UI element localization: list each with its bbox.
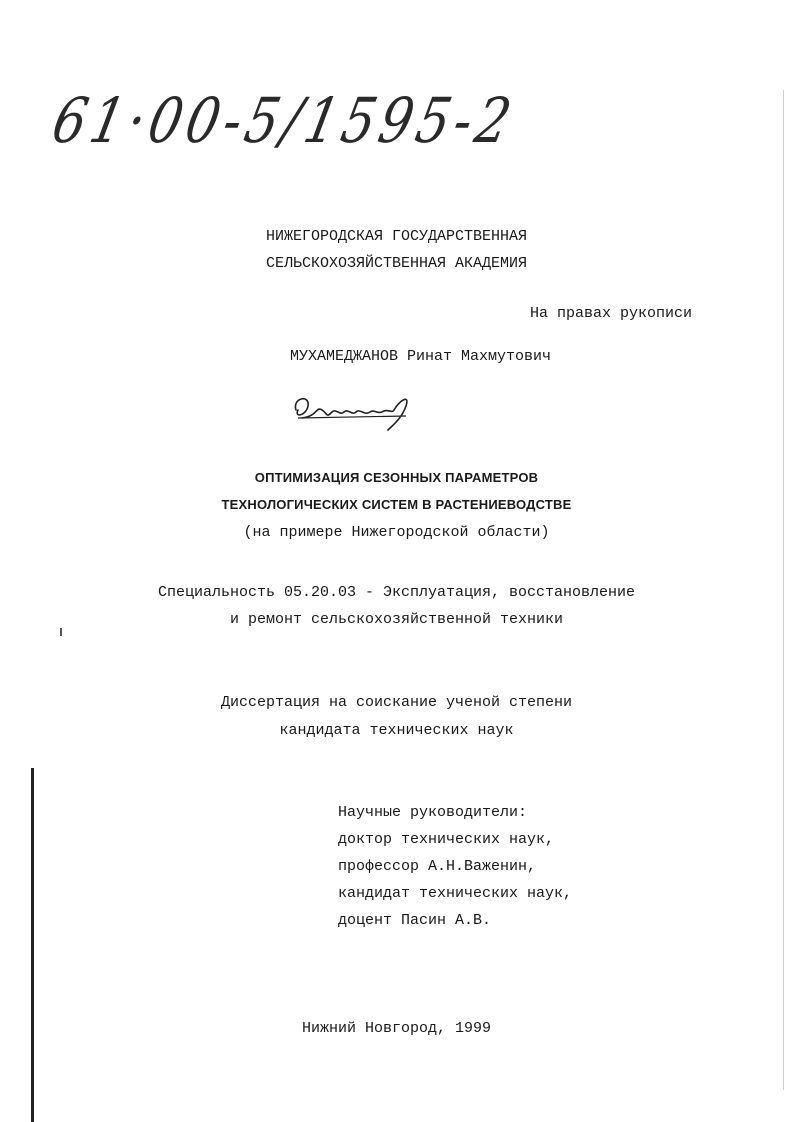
- scan-margin-line: [31, 768, 34, 1122]
- institution-line-2: СЕЛЬСКОХОЗЯЙСТВЕННАЯ АКАДЕМИЯ: [265, 255, 528, 272]
- degree-line-1: Диссертация на соискание ученой степени: [220, 694, 573, 711]
- handwritten-archive-number: 61·00-5/1595-2: [46, 84, 522, 157]
- scan-edge-shadow: [783, 90, 784, 1090]
- scan-speck: [60, 628, 62, 636]
- thesis-title-line-2: ТЕХНОЛОГИЧЕСКИХ СИСТЕМ В РАСТЕНИЕВОДСТВЕ: [221, 497, 572, 512]
- author-signature-image: [288, 388, 418, 432]
- thesis-subtitle: (на примере Нижегородской области): [243, 524, 550, 541]
- institution-line-1: НИЖЕГОРОДСКАЯ ГОСУДАРСТВЕННАЯ: [265, 228, 528, 245]
- specialty-line-2: и ремонт сельскохозяйственной техники: [229, 611, 564, 628]
- supervisors-heading: Научные руководители:: [338, 804, 528, 821]
- supervisor-line-1: доктор технических наук,: [338, 831, 555, 848]
- supervisor-line-3: кандидат технических наук,: [338, 885, 573, 902]
- author-name: МУХАМЕДЖАНОВ Ринат Махмутович: [290, 348, 552, 365]
- specialty-line-1: Специальность 05.20.03 - Эксплуатация, восстановление: [157, 584, 636, 601]
- thesis-title-line-1: ОПТИМИЗАЦИЯ СЕЗОННЫХ ПАРАМЕТРОВ: [254, 470, 539, 485]
- place-and-year: Нижний Новгород, 1999: [301, 1020, 492, 1037]
- manuscript-note: На правах рукописи: [530, 305, 693, 322]
- degree-line-2: кандидата технических наук: [279, 722, 514, 739]
- supervisor-line-4: доцент Пасин А.В.: [338, 912, 492, 929]
- supervisor-line-2: профессор А.Н.Важенин,: [338, 858, 537, 875]
